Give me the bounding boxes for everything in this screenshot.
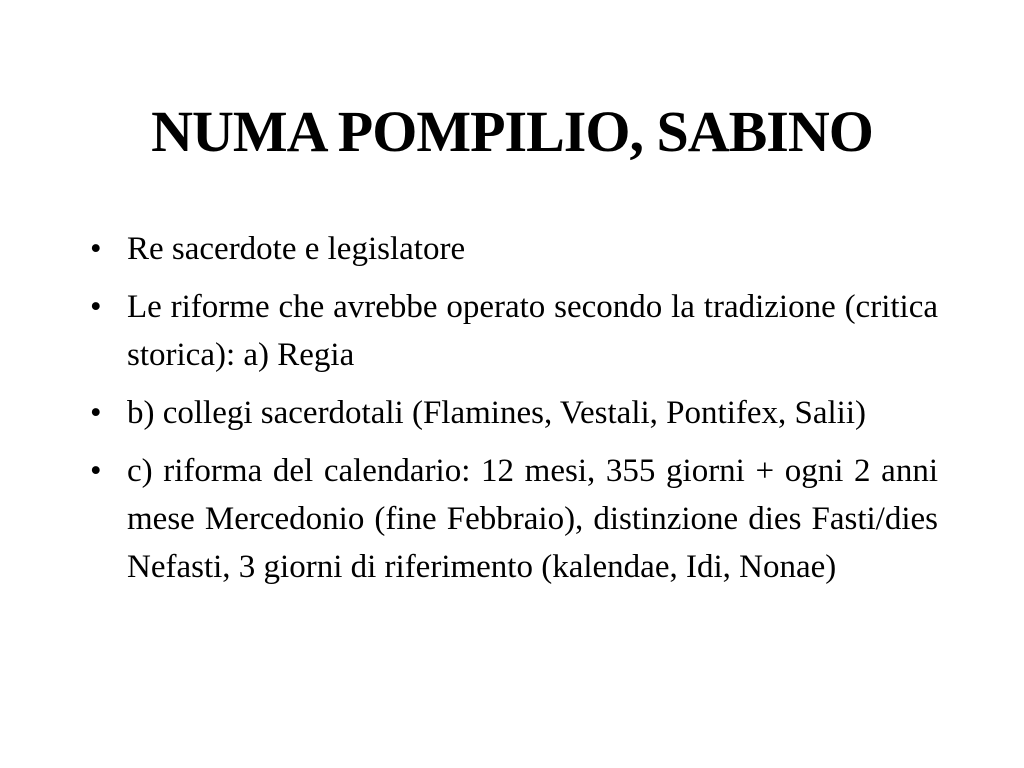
bullet-item-4 bbox=[90, 447, 938, 591]
bullet-marker: • bbox=[90, 453, 102, 489]
bullet-list bbox=[90, 225, 938, 601]
bullet-marker: • bbox=[90, 289, 102, 325]
bullet-text-4: c) riforma del calendario: 12 mesi, 355 giorni + ogni 2 anni mese Mercedonio (fine Febbraio), distinzione dies Fasti/dies Nefasti, 3 giorni di riferimento (kalendae, Idi, Nonae) bbox=[127, 453, 938, 585]
bullet-marker: • bbox=[90, 231, 102, 267]
bullet-text-1: Re sacerdote e legislatore bbox=[127, 231, 466, 267]
bullet-item-2 bbox=[90, 283, 938, 379]
slide-title: NUMA POMPILIO, SABINO bbox=[151, 99, 873, 164]
bullet-text-3: b) collegi sacerdotali (Flamines, Vestali, Pontifex, Salii) bbox=[127, 395, 866, 431]
bullet-item-1 bbox=[90, 225, 938, 273]
bullet-text-2: Le riforme che avrebbe operato secondo la tradizione (critica storica): a) Regia bbox=[127, 289, 938, 373]
bullet-item-3 bbox=[90, 389, 938, 437]
bullet-marker: • bbox=[90, 395, 102, 431]
